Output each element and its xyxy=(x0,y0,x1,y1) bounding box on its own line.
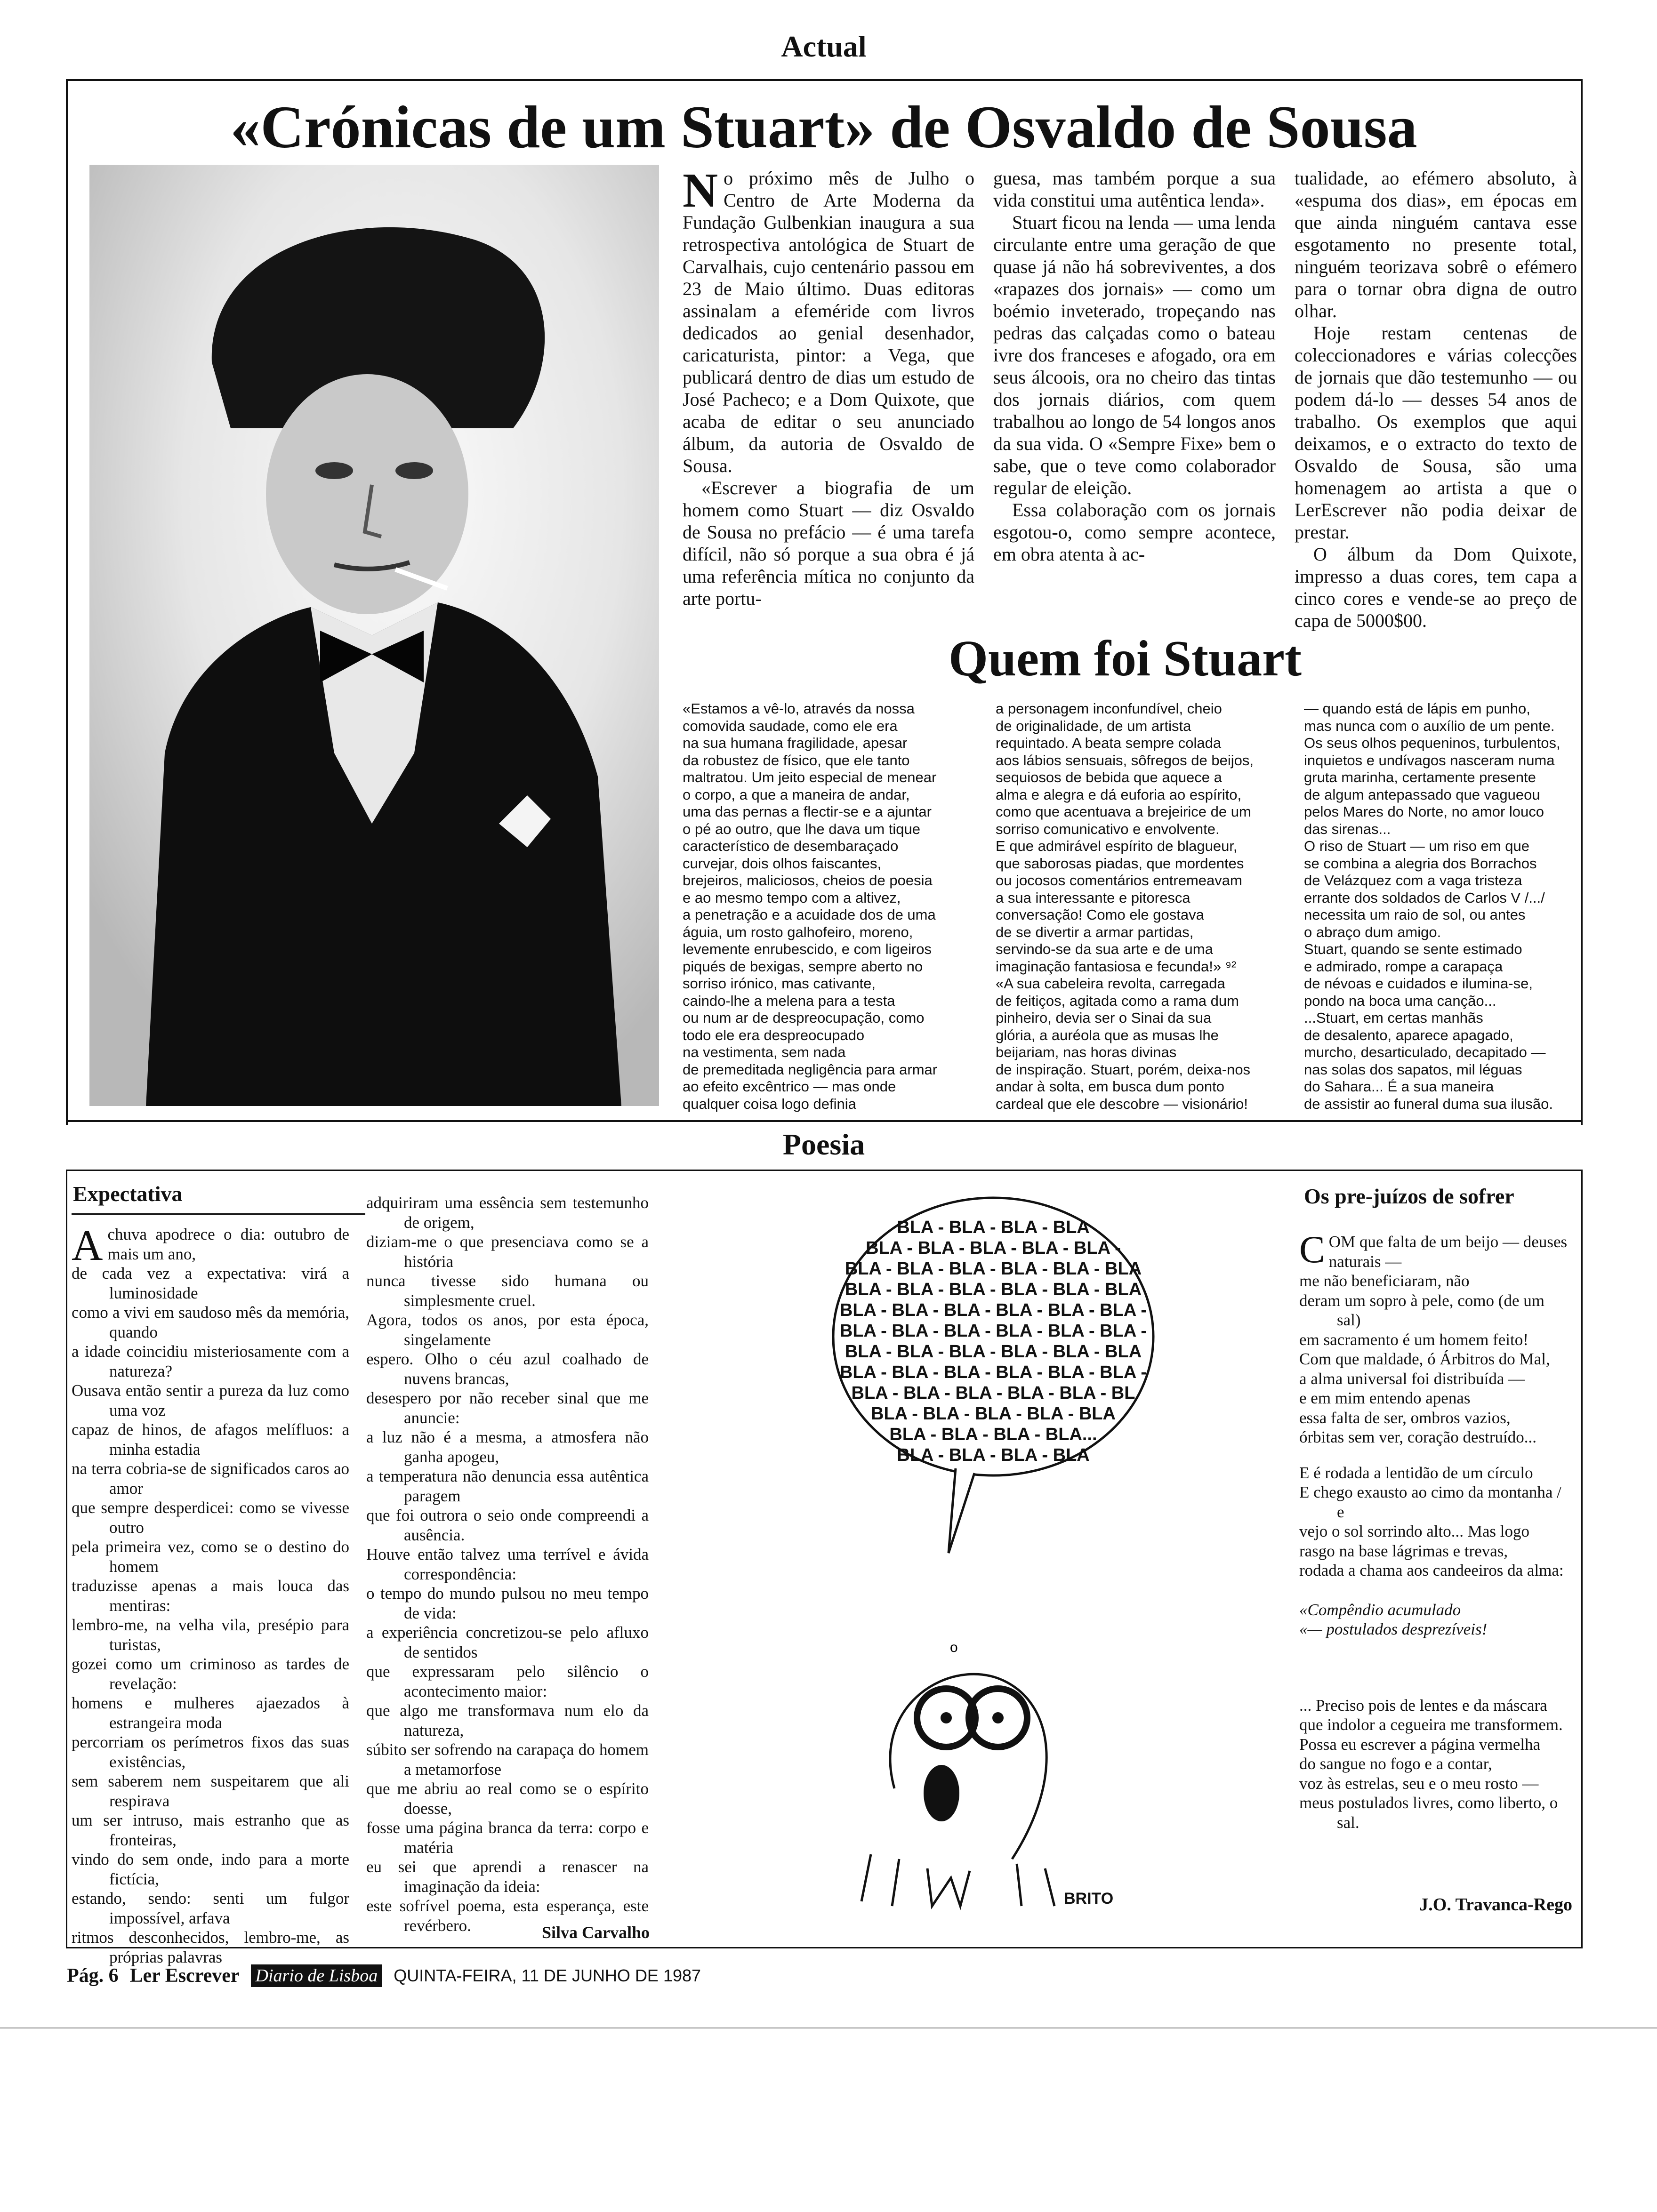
text-line: necessita um raio de sol, ou antes xyxy=(1304,906,1526,923)
text-line: a experiência concretizou-se pelo afluxo de sentidos xyxy=(366,1623,649,1661)
bubble-text-line: BLA - BLA - BLA - BLA xyxy=(897,1218,1090,1237)
text-line: de premeditada negligência para armar xyxy=(683,1061,938,1078)
text-line: — quando está de lápis em punho, xyxy=(1304,700,1530,717)
text-line: eu sei que aprendi a renascer na imaginação da ideia: xyxy=(366,1858,649,1896)
headline: «Crónicas de um Stuart» de Osvaldo de Sousa xyxy=(230,94,1417,160)
text-line: caindo-lhe a melena para a testa xyxy=(683,992,895,1009)
text-line: meus postulados livres, como liberto, o sal. xyxy=(1299,1794,1558,1832)
text-line: murcho, desarticulado, decapitado — xyxy=(1304,1044,1546,1060)
article-paragraph: tualidade, ao efémero absoluto, à «espuma dos dias», em épocas em que ainda ninguém cantava esse esgotamento no presente total, ninguém teorizava sobrê o efémero para o tornar obra digna de outro olhar. xyxy=(1295,168,1577,321)
text-line: beijariam, nas horas divinas xyxy=(996,1044,1177,1060)
bubble-text-line: BLA - BLA - BLA - BLA - BLA - BLA - xyxy=(839,1362,1147,1382)
text-line: Os seus olhos pequeninos, turbulentos, xyxy=(1304,735,1560,751)
text-line: desespero por não receber sinal que me anuncie: xyxy=(366,1389,649,1427)
text-line: de Velázquez com a vaga tristeza xyxy=(1304,872,1522,889)
text-line: órbitas sem ver, coração destruído... xyxy=(1299,1428,1536,1446)
text-line: de névoas e cuidados e ilumina-se, xyxy=(1304,975,1533,992)
text-line: gruta marinha, certamente presente xyxy=(1304,769,1536,785)
text-line: pondo na boca uma canção... xyxy=(1304,992,1496,1009)
text-line: Agora, todos os anos, por esta época, singelamente xyxy=(366,1311,649,1349)
text-line: Com que maldade, ó Árbitros do Mal, xyxy=(1299,1350,1550,1368)
text-line: Houve então talvez uma terrível e ávida correspondência: xyxy=(366,1545,649,1583)
footer-date: QUINTA-FEIRA, 11 DE JUNHO DE 1987 xyxy=(394,1966,701,1985)
quote-column-2 xyxy=(996,700,1287,1113)
top-box-left xyxy=(66,79,68,1125)
text-line: um ser intruso, mais estranho que as fronteiras, xyxy=(72,1811,349,1849)
text-line: vindo do sem onde, indo para a morte fictícia, xyxy=(72,1850,349,1888)
text-line: de cada vez a expectativa: virá a luminosidade xyxy=(72,1264,349,1302)
text-line: se combina a alegria dos Borrachos xyxy=(1304,855,1537,872)
text-line: «— postulados desprezíveis! xyxy=(1299,1620,1488,1638)
poem-title-rule xyxy=(72,1213,365,1215)
text-line: nunca tivesse sido humana ou simplesmente cruel. xyxy=(366,1272,649,1310)
text-line: o abraço dum amigo. xyxy=(1304,923,1441,940)
text-line: ... Preciso pois de lentes e da máscara xyxy=(1299,1696,1547,1715)
text-line: como a vivi em saudoso mês da memória, quando xyxy=(72,1303,349,1341)
text-line: brejeiros, maliciosos, cheios de poesia xyxy=(683,872,933,889)
poesia-box-top xyxy=(66,1170,1583,1171)
article-paragraph: Stuart ficou na lenda — uma lenda circulante entre uma geração de que quase já não há sobreviventes, a dos «rapazes dos jornais» — como um boémio inveterado, tropeçando nas pedras das calçadas como o bateau ivre dos franceses e afogado, ora em seus álcoois, ora no cheiro das tintas dos jornais diários, com quem trabalhou ao longo de 54 longos anos da sua vida. O «Sempre Fixe» bem o sabe, que o teve como colaborador regular de eleição. xyxy=(993,212,1276,498)
poem-stanza xyxy=(1299,1696,1572,1833)
text-line: e ao mesmo tempo com a altivez, xyxy=(683,889,901,906)
section-label-poesia: Poesia xyxy=(782,1128,865,1161)
article-column-3 xyxy=(1295,167,1577,632)
text-line: essa falta de ser, ombros vazios, xyxy=(1299,1408,1511,1427)
text-line: sorriso comunicativo e envolvente. xyxy=(996,820,1220,837)
text-line: de assistir ao funeral duma sua ilusão. xyxy=(1304,1095,1553,1112)
text-line: Ousava então sentir a pureza da luz como uma voz xyxy=(72,1381,349,1419)
text-line: cardeal que ele descobre — visionário! xyxy=(996,1095,1248,1112)
text-line: de algum antepassado que vagueou xyxy=(1304,786,1540,803)
text-line: pela primeira vez, como se o destino do homem xyxy=(72,1538,349,1576)
text-line: glória, a auréola que as musas lhe xyxy=(996,1026,1219,1043)
text-line: curvejar, dois olhos faiscantes, xyxy=(683,855,882,872)
text-line: ou jocosos comentários entremeavam xyxy=(996,872,1242,889)
poem-title-pre-juizos: Os pre-juízos de sofrer xyxy=(1304,1184,1514,1208)
poem-stanza xyxy=(1299,1271,1572,1447)
svg-text:o: o xyxy=(950,1640,958,1655)
article-paragraph: guesa, mas também porque a sua vida constitui uma autêntica lenda». xyxy=(993,168,1276,211)
text-line: o corpo, a que a maneira de andar, xyxy=(683,786,910,803)
article-paragraph: Essa colaboração com os jornais esgotou-o, como sempre acontece, em obra atenta à ac- xyxy=(993,499,1276,565)
poem2-body xyxy=(1299,1228,1572,1832)
text-line: servindo-se da sua arte e de uma xyxy=(996,941,1213,957)
poem-column-2 xyxy=(366,1193,649,1935)
text-line: que me abriu ao real como se o espírito doesse, xyxy=(366,1779,649,1818)
text-line: vejo o sol sorrindo alto... Mas logo xyxy=(1299,1522,1529,1540)
bubble-text-line: BLA - BLA - BLA - BLA - BLA - xyxy=(866,1238,1121,1258)
poesia-box-left xyxy=(66,1170,67,1948)
page-number: Pág. 6 xyxy=(67,1965,119,1987)
text-line: como que acentuava a brejeirice de um xyxy=(996,803,1251,820)
text-line: a luz não é a mesma, a atmosfera não ganha apogeu, xyxy=(366,1428,649,1466)
text-line: que algo me transformava num elo da natureza, xyxy=(366,1701,649,1739)
subhead: Quem foi Stuart xyxy=(949,631,1302,687)
text-line: homens e mulheres ajaezados à estrangeira moda xyxy=(72,1694,349,1732)
article-paragraph: O álbum da Dom Quixote, impresso a duas cores, tem capa a cinco cores e vende-se ao preço de capa de 5000$00. xyxy=(1295,544,1577,631)
text-line: súbito ser sofrendo na carapaça do homem a metamorfose xyxy=(366,1740,649,1779)
text-line: estando, sendo: senti um fulgor impossível, arfava xyxy=(72,1889,349,1927)
text-line: das sirenas... xyxy=(1304,820,1391,837)
poem-stanza xyxy=(1299,1463,1572,1580)
text-line: aos lábios sensuais, sôfregos de beijos, xyxy=(996,752,1254,769)
text-line: alma e alegra e dá euforia ao espírito, xyxy=(996,786,1242,803)
poesia-box-right xyxy=(1581,1170,1583,1948)
text-line: piqués de bexigas, sempre aberto no xyxy=(683,958,923,975)
text-line: sorriso irónico, mas cativante, xyxy=(683,975,876,992)
text-line: comovida saudade, como ele era xyxy=(683,717,898,734)
poem-first-line: COM que falta de um beijo — deuses naturais — xyxy=(1299,1228,1568,1271)
article-paragraph: o próximo mês de Julho o Centro de Arte Moderna da Fundação Gulbenkian inaugura a sua retrospectiva antológica de Stuart de Carvalhais, cujo centenário passou em 23 de Maio último. Duas editoras assinalam a efeméride com livros dedicados ao genial desenhador, caricaturista, pintor: a Vega, que publicará dentro de dias um estudo de José Pacheco; e a Dom Quixote, que acaba de editar o seu anunciado álbum, da autoria de Osvaldo de Sousa. xyxy=(683,168,974,476)
section-divider xyxy=(66,1120,1583,1122)
text-line: que indolor a cegueira me transformem. xyxy=(1299,1715,1563,1734)
text-line: adquiriram uma essência sem testemunho de origem, xyxy=(366,1194,649,1232)
text-line: «A sua cabeleira revolta, carregada xyxy=(996,975,1225,992)
text-line: uma das pernas a flectir-se e a ajuntar xyxy=(683,803,932,820)
text-line: qualquer coisa logo definia xyxy=(683,1095,856,1112)
poem-quote xyxy=(1299,1600,1572,1639)
poem-lines xyxy=(72,1264,349,1967)
text-line: percorriam os perímetros fixos das suas existências, xyxy=(72,1733,349,1771)
text-line: a sua interessante e pitoresca xyxy=(996,889,1190,906)
text-line: rodada a chama aos candeeiros da alma: xyxy=(1299,1561,1564,1579)
text-line: E que admirável espírito de blagueur, xyxy=(996,838,1238,854)
text-line: que saborosas piadas, que mordentes xyxy=(996,855,1244,872)
text-line: deram um sopro à pele, como (de um sal) xyxy=(1299,1291,1544,1329)
text-line: lembro-me, na velha vila, presépio para turistas, xyxy=(72,1616,349,1654)
text-line: conversação! Como ele gostava xyxy=(996,906,1204,923)
cartoon-signature: BRITO xyxy=(1064,1890,1114,1907)
text-line: sem saberem nem suspeitarem que ali respirava xyxy=(72,1772,349,1810)
text-line: o tempo do mundo pulsou no meu tempo de vida: xyxy=(366,1584,649,1622)
text-line: E chego exausto ao cimo da montanha / e xyxy=(1299,1483,1561,1521)
text-line: capaz de hinos, de afagos melífluos: a minha estadia xyxy=(72,1420,349,1459)
text-line: e em mim entendo apenas xyxy=(1299,1389,1471,1407)
text-line: o pé ao outro, que lhe dava um tique xyxy=(683,820,920,837)
poem-author-silva-carvalho: Silva Carvalho xyxy=(541,1923,650,1942)
text-line: inquietos e undívagos nasceram numa xyxy=(1304,752,1555,769)
text-line: E é rodada a lentidão de um círculo xyxy=(1299,1463,1533,1482)
text-line: nas solas dos sapatos, mil léguas xyxy=(1304,1061,1522,1078)
text-line: imaginação fantasiosa e fecunda!» ⁹² xyxy=(996,958,1237,975)
footer xyxy=(67,1962,701,1990)
text-line: Stuart, quando se sente estimado xyxy=(1304,941,1522,957)
text-line: errante dos soldados de Carlos V /.../ xyxy=(1304,889,1545,906)
text-line: «Compêndio acumulado xyxy=(1299,1600,1461,1619)
masthead-logo: Diario de Lisboa xyxy=(251,1964,383,1987)
text-line: ou num ar de despreocupação, como xyxy=(683,1010,925,1026)
text-line: traduzisse apenas a mais louca das mentiras: xyxy=(72,1577,349,1615)
article-column-2 xyxy=(993,167,1276,565)
text-line: pelos Mares do Norte, no amor louco xyxy=(1304,803,1544,820)
text-line: em sacramento é um homem feito! xyxy=(1299,1330,1528,1349)
text-line: característico de desembaraçado xyxy=(683,838,899,854)
text-line: este sofrível poema, esta esperança, este revérbero. xyxy=(366,1897,649,1935)
text-line: a penetração e a acuidade dos de uma xyxy=(683,906,936,923)
poem-first-line: Achuva apodrece o dia: outubro de mais um ano, xyxy=(72,1221,349,1269)
text-line: que expressaram pelo silêncio o acontecimento maior: xyxy=(366,1662,649,1700)
text-line: andar à solta, em busca dum ponto xyxy=(996,1078,1224,1095)
footer-section: Ler Escrever xyxy=(129,1965,240,1987)
text-line: a idade coincidiu misteriosamente com a natureza? xyxy=(72,1342,349,1380)
text-line: gozei como um criminoso as tardes de revelação: xyxy=(72,1655,349,1693)
poem-drop-cap: C xyxy=(1299,1228,1325,1271)
text-line: O riso de Stuart — um riso em que xyxy=(1304,838,1529,854)
bubble-text-line: BLA - BLA - BLA - BLA - BLA - BLA - xyxy=(839,1300,1147,1320)
text-line: levemente enrubescido, e com ligeiros xyxy=(683,941,932,957)
text-line: «Estamos a vê-lo, através da nossa xyxy=(683,700,915,717)
bubble-text-line: BLA - BLA - BLA - BLA - BLA - BLA - xyxy=(839,1321,1147,1341)
text-line: sequiosos de bebida que aquece a xyxy=(996,769,1222,785)
bubble-text-line: BLA - BLA - BLA - BLA - BLA xyxy=(871,1404,1116,1424)
bubble-text-line: BLA - BLA - BLA - BLA xyxy=(897,1445,1090,1465)
text-line: águia, um rosto galhofeiro, moreno, xyxy=(683,923,913,940)
text-line: na terra cobria-se de significados caros ao amor xyxy=(72,1459,349,1498)
text-line: maltratou. Um jeito especial de menear xyxy=(683,769,937,785)
text-line: da robustez de físico, que ele tanto xyxy=(683,752,910,769)
article-paragraph: Hoje restam centenas de coleccionadores e várias colecções de jornais que dão testemunho — ou podem dá-lo — desses 54 anos de trabalho. Os exemplos que aqui deixamos, e o extracto do texto de Osvaldo de Sousa, são uma homenagem ao artista a que o LerEscrever não podia deixar de prestar. xyxy=(1295,322,1577,543)
text-line: na vestimenta, sem nada xyxy=(683,1044,846,1060)
article-column-1 xyxy=(683,163,974,609)
poem-column-1 xyxy=(72,1221,349,1967)
text-line: Possa eu escrever a página vermelha xyxy=(1299,1735,1541,1754)
text-line: ao efeito excêntrico — mas onde xyxy=(683,1078,896,1095)
text-line: e admirado, rompe a carapaça xyxy=(1304,958,1503,975)
text-line: de originalidade, de um artista xyxy=(996,717,1191,734)
bubble-text-line: BLA - BLA - BLA - BLA - BLA - BL xyxy=(851,1383,1135,1403)
text-line: a personagem inconfundível, cheio xyxy=(996,700,1222,717)
text-line: a alma universal foi distribuída — xyxy=(1299,1369,1525,1388)
bubble-text-line: BLA - BLA - BLA - BLA... xyxy=(889,1425,1097,1444)
poem-title-expectativa: Expectativa xyxy=(73,1182,183,1206)
text-line: de desalento, aparece apagado, xyxy=(1304,1026,1513,1043)
text-line: voz às estrelas, seu e o meu rosto — xyxy=(1299,1774,1539,1793)
stuart-portrait-photo xyxy=(89,165,659,1106)
text-line: de se divertir a armar partidas, xyxy=(996,923,1194,940)
text-line: de inspiração. Stuart, porém, deixa-nos xyxy=(996,1061,1251,1078)
text-line: pinheiro, devia ser o Sinai da sua xyxy=(996,1010,1212,1026)
text-line: que foi outrora o seio onde compreendi a ausência. xyxy=(366,1506,649,1544)
text-line: ritmos desconhecidos, lembro-me, as próprias palavras xyxy=(72,1928,349,1966)
bubble-text-line: BLA - BLA - BLA - BLA - BLA - BLA xyxy=(845,1342,1142,1362)
text-line: que sempre desperdicei: como se vivesse outro xyxy=(72,1499,349,1537)
article-paragraph: «Escrever a biografia de um homem como Stuart — diz Osvaldo de Sousa no prefácio — é uma tarefa difícil, não só porque a sua obra é já uma referência mítica no conjunto da arte portu- xyxy=(683,477,974,609)
text-line: de feitiços, agitada como a rama dum xyxy=(996,992,1239,1009)
top-box-top xyxy=(66,79,1583,81)
poem-drop-cap: A xyxy=(72,1221,103,1269)
quote-column-3 xyxy=(1304,700,1586,1113)
bubble-text-line: BLA - BLA - BLA - BLA - BLA - BLA xyxy=(845,1259,1142,1279)
text-line: do sangue no fogo e a contar, xyxy=(1299,1755,1492,1773)
text-line: do Sahara... É a sua maneira xyxy=(1304,1078,1494,1095)
text-line: mas nunca com o auxílio de um pente. xyxy=(1304,717,1555,734)
text-line: me não beneficiaram, não xyxy=(1299,1272,1470,1290)
drop-cap: N xyxy=(683,163,718,217)
text-line: espero. Olho o céu azul coalhado de nuvens brancas, xyxy=(366,1350,649,1388)
text-line: todo ele era despreocupado xyxy=(683,1026,865,1043)
text-line: a temperatura não denuncia essa autêntica paragem xyxy=(366,1467,649,1505)
text-line: diziam-me o que presenciava como se a história xyxy=(366,1233,649,1271)
text-line: rasgo na base lágrimas e trevas, xyxy=(1299,1541,1508,1560)
text-line: na sua humana fragilidade, apesar xyxy=(683,735,908,751)
bubble-text-line: BLA - BLA - BLA - BLA - BLA - BLA xyxy=(845,1280,1142,1299)
text-line: requintado. A beata sempre colada xyxy=(996,735,1222,751)
text-line: fosse uma página branca da terra: corpo e matéria xyxy=(366,1819,649,1857)
bla-bla-cartoon xyxy=(800,1186,1215,1939)
section-label-actual: Actual xyxy=(781,30,867,63)
poem-author-travanca-rego: J.O. Travanca-Rego xyxy=(1419,1895,1572,1915)
text-line: ...Stuart, em certas manhãs xyxy=(1304,1010,1483,1026)
quote-column-1 xyxy=(683,700,984,1113)
